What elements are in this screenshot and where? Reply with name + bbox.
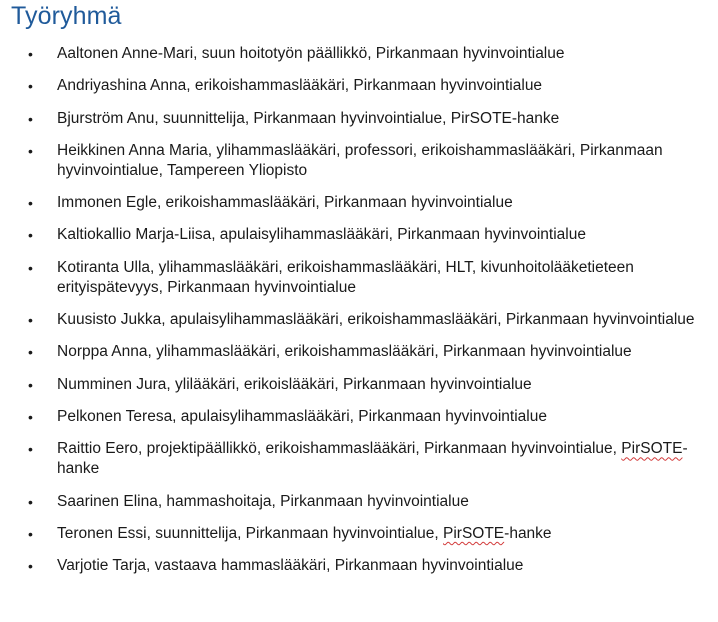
list-item (0, 524, 718, 544)
member-text (57, 525, 552, 542)
member-text-part: Pelkonen Teresa, apulaisylihammaslääkäri, Pirkanmaan hyvinvointialue (57, 407, 547, 425)
bullet-icon: • (28, 408, 33, 425)
list-item (0, 310, 718, 330)
member-text-part: Raittio Eero, projektipäällikkö, erikoishammaslääkäri, Pirkanmaan hyvinvointialue, (57, 440, 622, 458)
member-text-part: Aaltonen Anne-Mari, suun hoitotyön päällikkö, Pirkanmaan hyvinvointialue (57, 45, 565, 62)
member-text (57, 110, 559, 127)
member-text-part: Varjotie Tarja, vastaava hammaslääkäri, Pirkanmaan hyvinvointialue (57, 557, 524, 575)
member-text-part: Saarinen Elina, hammashoitaja, Pirkanmaan hyvinvointialue (57, 492, 469, 510)
list-item (0, 76, 718, 96)
member-text-part: -hanke (57, 440, 688, 478)
member-text-part: Immonen Egle, erikoishammaslääkäri, Pirkanmaan hyvinvointialue (57, 194, 513, 212)
member-text (57, 376, 532, 393)
member-text (57, 194, 513, 211)
member-text (57, 45, 565, 62)
list-item (0, 342, 718, 362)
member-text (57, 493, 469, 510)
member-text (57, 557, 523, 574)
list-item (0, 141, 718, 181)
member-text (57, 77, 542, 94)
list-item (0, 492, 718, 512)
list-item (0, 44, 718, 64)
member-text-part: Kuusisto Jukka, apulaisylihammaslääkäri, erikoishammaslääkäri, Pirkanmaan hyvinvointialue (57, 311, 695, 329)
member-text-part: Teronen Essi, suunnittelija, Pirkanmaan hyvinvointialue, (57, 524, 443, 542)
bullet-icon: • (28, 46, 33, 62)
page-title: Työryhmä (11, 2, 122, 30)
list-item (0, 225, 718, 245)
member-text (57, 259, 634, 296)
bullet-icon: • (28, 525, 33, 542)
member-text-part: Numminen Jura, ylilääkäri, erikoislääkäri, Pirkanmaan hyvinvointialue (57, 375, 532, 393)
bullet-icon: • (28, 78, 33, 95)
list-item (0, 193, 718, 213)
member-text (57, 311, 695, 328)
bullet-icon: • (28, 259, 33, 276)
bullet-icon: • (28, 195, 33, 212)
spellcheck-flagged-word: PirSOTE (621, 440, 683, 458)
member-text-part: Bjurström Anu, suunnittelija, Pirkanmaan hyvinvointialue, PirSOTE-hanke (57, 109, 560, 127)
bullet-icon: • (28, 376, 33, 393)
bullet-icon: • (28, 493, 33, 510)
bullet-icon: • (28, 227, 33, 244)
bullet-icon: • (28, 441, 33, 458)
member-text-part: Kotiranta Ulla, ylihammaslääkäri, erikoishammaslääkäri, HLT, kivunhoitolääketieteen erityispätevyys, Pirkanmaan hyvinvointialue (57, 258, 634, 296)
list-item (0, 109, 718, 129)
bullet-icon: • (28, 142, 33, 159)
member-text-part: -hanke (504, 524, 552, 542)
bullet-icon: • (28, 312, 33, 329)
member-text-part: Kaltiokallio Marja-Liisa, apulaisylihammaslääkäri, Pirkanmaan hyvinvointialue (57, 226, 586, 244)
bullet-icon: • (28, 110, 33, 127)
list-item (0, 407, 718, 427)
member-text (57, 408, 547, 425)
list-item (0, 375, 718, 395)
member-text (57, 440, 688, 477)
list-item (0, 439, 718, 479)
member-text (57, 142, 663, 179)
spellcheck-flagged-word: PirSOTE (443, 524, 505, 542)
member-text-part: Heikkinen Anna Maria, ylihammaslääkäri, professori, erikoishammaslääkäri, Pirkanmaan hyvinvointialue, Tampereen Yliopisto (57, 141, 663, 179)
bullet-icon: • (28, 558, 33, 575)
member-text-part: Norppa Anna, ylihammaslääkäri, erikoishammaslääkäri, Pirkanmaan hyvinvointialue (57, 343, 632, 361)
bullet-icon: • (28, 344, 33, 361)
member-text (57, 343, 632, 360)
member-text (57, 226, 586, 243)
member-list (0, 44, 718, 588)
list-item (0, 556, 718, 576)
member-text-part: Andriyashina Anna, erikoishammaslääkäri, Pirkanmaan hyvinvointialue (57, 77, 543, 95)
list-item (0, 258, 718, 298)
